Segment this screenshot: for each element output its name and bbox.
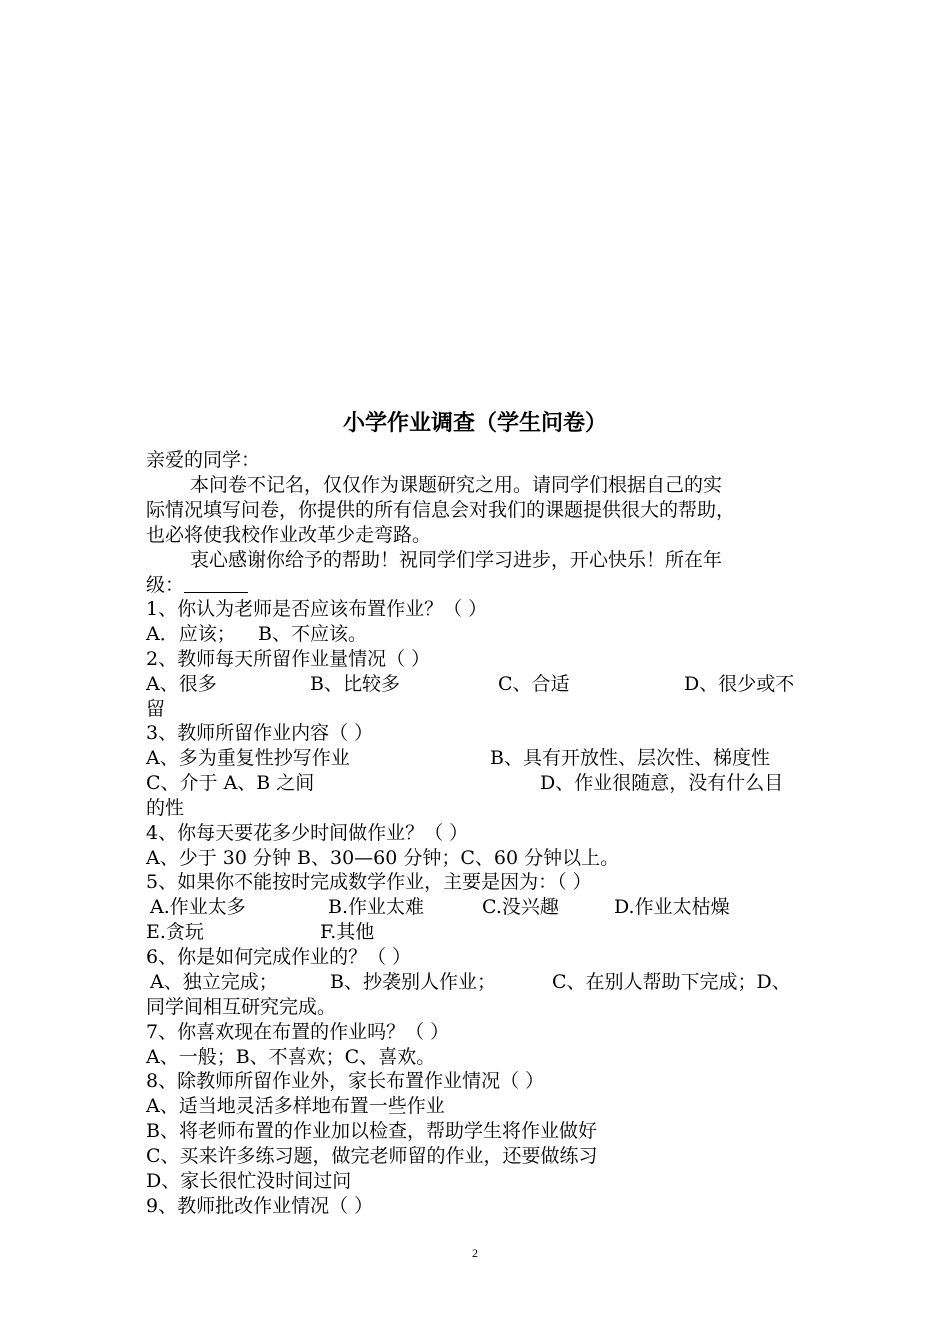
q5-option-a: A.作业太多 xyxy=(150,896,246,918)
q3-option-d: D、作业很随意，没有什么目 xyxy=(540,772,784,794)
q1-option-a: A．应该； xyxy=(146,623,236,645)
q3-option-a: A、多为重复性抄写作业 xyxy=(146,747,350,769)
q9-question: 9、教师批改作业情况（ ） xyxy=(146,1195,374,1217)
grade-blank[interactable] xyxy=(184,574,248,593)
q7-options: A、一般；B、不喜欢；C、喜欢。 xyxy=(146,1046,436,1068)
q5-option-d: D.作业太枯燥 xyxy=(614,896,730,918)
q3-option-b: B、具有开放性、层次性、梯度性 xyxy=(490,747,770,769)
q5-question: 5、如果你不能按时完成数学作业，主要是因为：（ ） xyxy=(146,871,592,893)
page-title: 小学作业调查（学生问卷） xyxy=(342,411,607,436)
q5-option-b: B.作业太难 xyxy=(328,896,425,918)
page-number: 2 xyxy=(472,1246,478,1260)
q6-question: 6、你是如何完成作业的？（ ） xyxy=(146,946,412,968)
q8-option-b: B、将老师布置的作业加以检查，帮助学生将作业做好 xyxy=(146,1120,597,1142)
q6-option-a: A、独立完成； xyxy=(150,971,278,993)
q6-option-c: C、在别人帮助下完成；D、 xyxy=(552,971,791,993)
q8-option-c: C、买来许多练习题，做完老师留的作业，还要做练习 xyxy=(146,1145,598,1167)
q2-question: 2、教师每天所留作业量情况（ ） xyxy=(146,648,431,670)
q6-option-b: B、抄袭别人作业； xyxy=(330,971,496,993)
q5-option-c: C.没兴趣 xyxy=(482,896,559,918)
grade-label: 级： xyxy=(146,574,185,596)
q8-question: 8、除教师所留作业外，家长布置作业情况（ ） xyxy=(146,1070,545,1092)
intro-line-3: 也必将使我校作业改革少走弯路。 xyxy=(146,524,432,546)
q2-option-c: C、合适 xyxy=(498,673,570,695)
q2-option-a: A、很多 xyxy=(146,673,217,695)
grade-line xyxy=(146,573,248,598)
intro-line-4: 衷心感谢你给予的帮助！祝同学们学习进步，开心快乐！所在年 xyxy=(190,549,723,571)
q3-option-d-cont: 的性 xyxy=(146,797,185,819)
intro-line-2: 际情况填写问卷，你提供的所有信息会对我们的课题提供很大的帮助， xyxy=(146,499,736,521)
q5-option-e: E.贪玩 xyxy=(146,921,204,943)
q3-option-c: C、介于 A、B 之间 xyxy=(146,772,315,794)
q7-question: 7、你喜欢现在布置的作业吗？（ ） xyxy=(146,1021,450,1043)
q1-option-b: B、不应该。 xyxy=(258,623,367,645)
q8-option-a: A、适当地灵活多样地布置一些作业 xyxy=(146,1095,445,1117)
q8-option-d: D、家长很忙没时间过问 xyxy=(146,1170,352,1192)
q2-option-d-cont: 留 xyxy=(146,698,166,720)
intro-line-1: 本问卷不记名，仅仅作为课题研究之用。请同学们根据自己的实 xyxy=(190,474,723,496)
q2-option-b: B、比较多 xyxy=(310,673,400,695)
q5-option-f: F.其他 xyxy=(320,921,375,943)
greeting: 亲爱的同学： xyxy=(146,449,261,471)
q1-question: 1、你认为老师是否应该布置作业？（ ） xyxy=(146,598,488,620)
q3-question: 3、教师所留作业内容（ ） xyxy=(146,722,374,744)
q4-question: 4、你每天要花多少时间做作业？（ ） xyxy=(146,822,469,844)
q2-option-d: D、很少或不 xyxy=(684,673,795,695)
q4-options: A、少于 30 分钟 B、30—60 分钟；C、60 分钟以上。 xyxy=(146,847,620,869)
q6-option-d-cont: 同学间相互研究完成。 xyxy=(146,996,337,1018)
